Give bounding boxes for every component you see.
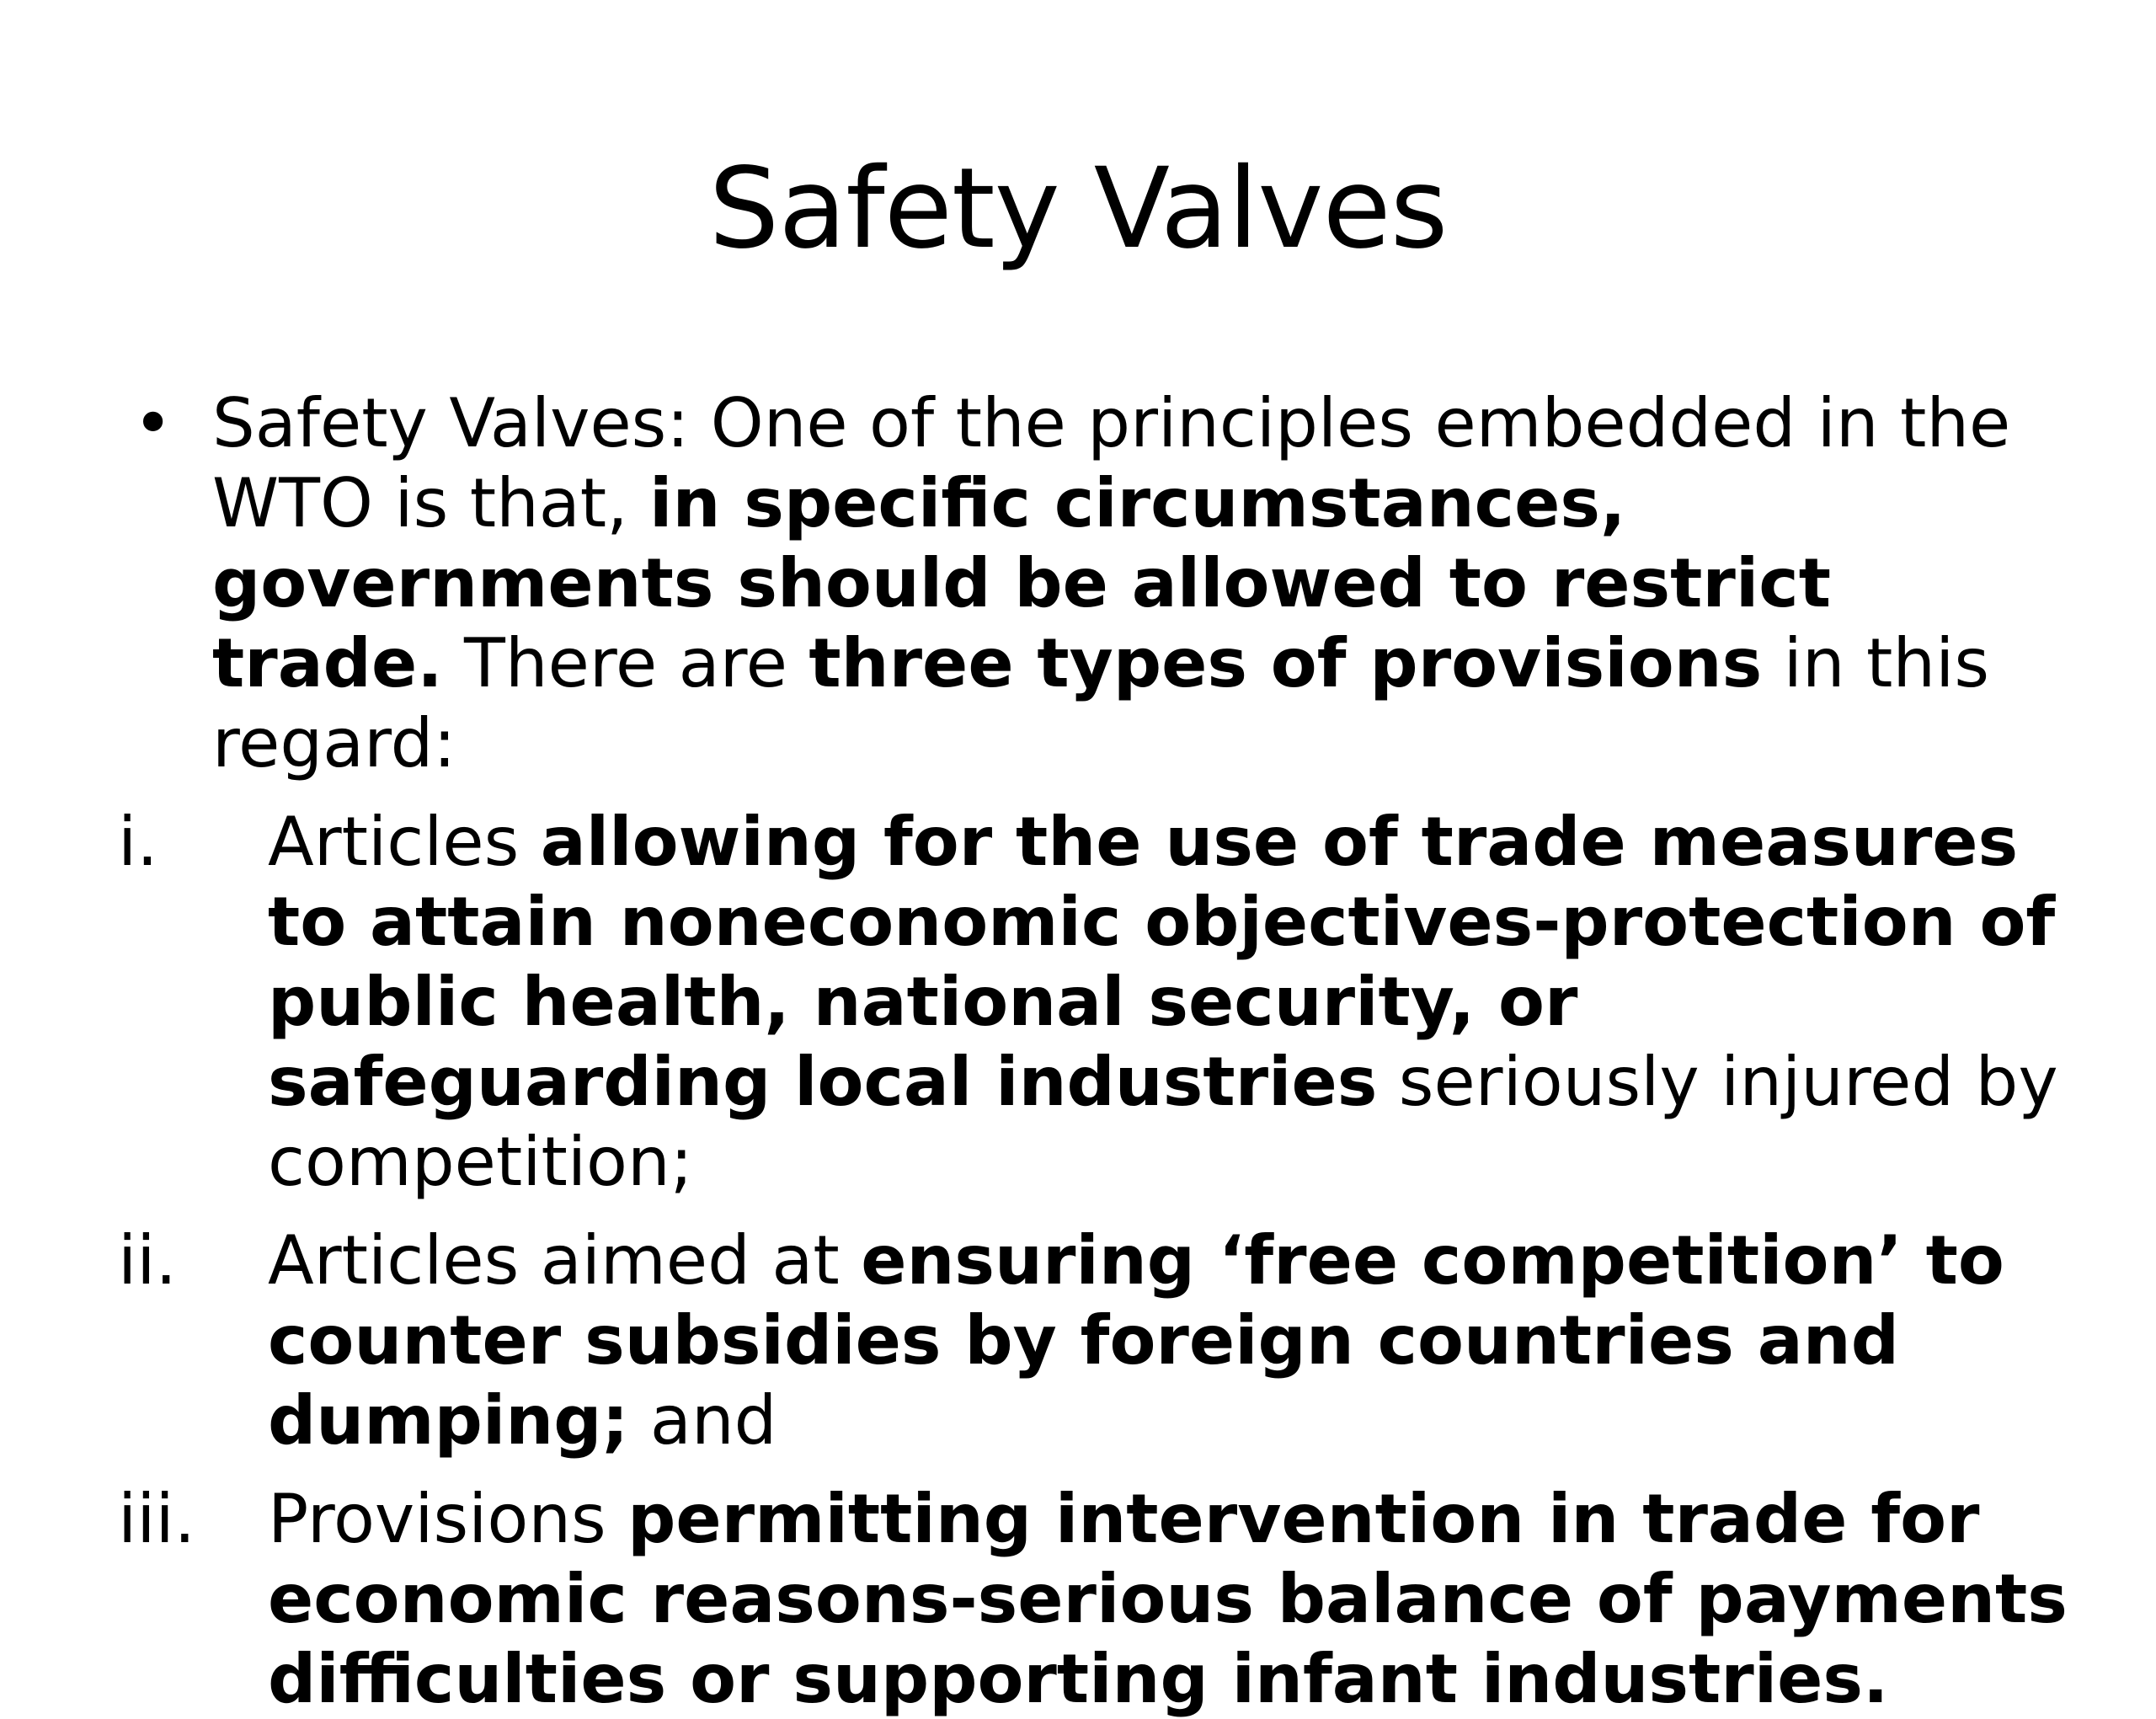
item-iii-text-1: Provisions (268, 1480, 628, 1558)
item-ii-text-1: Articles aimed at (268, 1221, 862, 1300)
roman-marker-ii: ii. (118, 1221, 177, 1300)
item-i-text-1: Articles (268, 803, 541, 881)
bullet-marker: • (133, 384, 173, 462)
intro-text-1: Safety Valves: One of the principles embedded in the WTO is that, (212, 384, 2011, 542)
slide-title: Safety Valves (708, 144, 1448, 274)
intro-bold-1: in specific circumstances, governments should be allowed to restrict trade. (212, 464, 1831, 702)
intro-text-2: There are (442, 624, 809, 702)
intro-text-3: in this regard: (212, 624, 1990, 782)
item-ii-bold: ensuring ‘free competition’ to counter subsidies by foreign countries and dumping; (268, 1221, 2004, 1460)
intro-paragraph (118, 383, 2080, 783)
list-item-iii (118, 1479, 2080, 1719)
slide-body (118, 383, 2080, 1719)
roman-marker-i: i. (118, 803, 158, 881)
item-i-bold: allowing for the use of trade measures to attain noneconomic objectives-protection of public health, national security, or safeguarding local industries (268, 803, 2056, 1121)
roman-marker-iii: iii. (118, 1480, 196, 1558)
list-item-ii (118, 1220, 2080, 1460)
intro-bold-2: three types of provisions (808, 624, 1763, 702)
item-ii-text-2: and (628, 1381, 777, 1460)
list-item-i (118, 802, 2080, 1202)
item-i-text-2: seriously injured by competition; (268, 1043, 2058, 1201)
item-iii-bold: permitting intervention in trade for economic reasons-serious balance of payments difficulties or supporting infant industries. (268, 1480, 2068, 1718)
